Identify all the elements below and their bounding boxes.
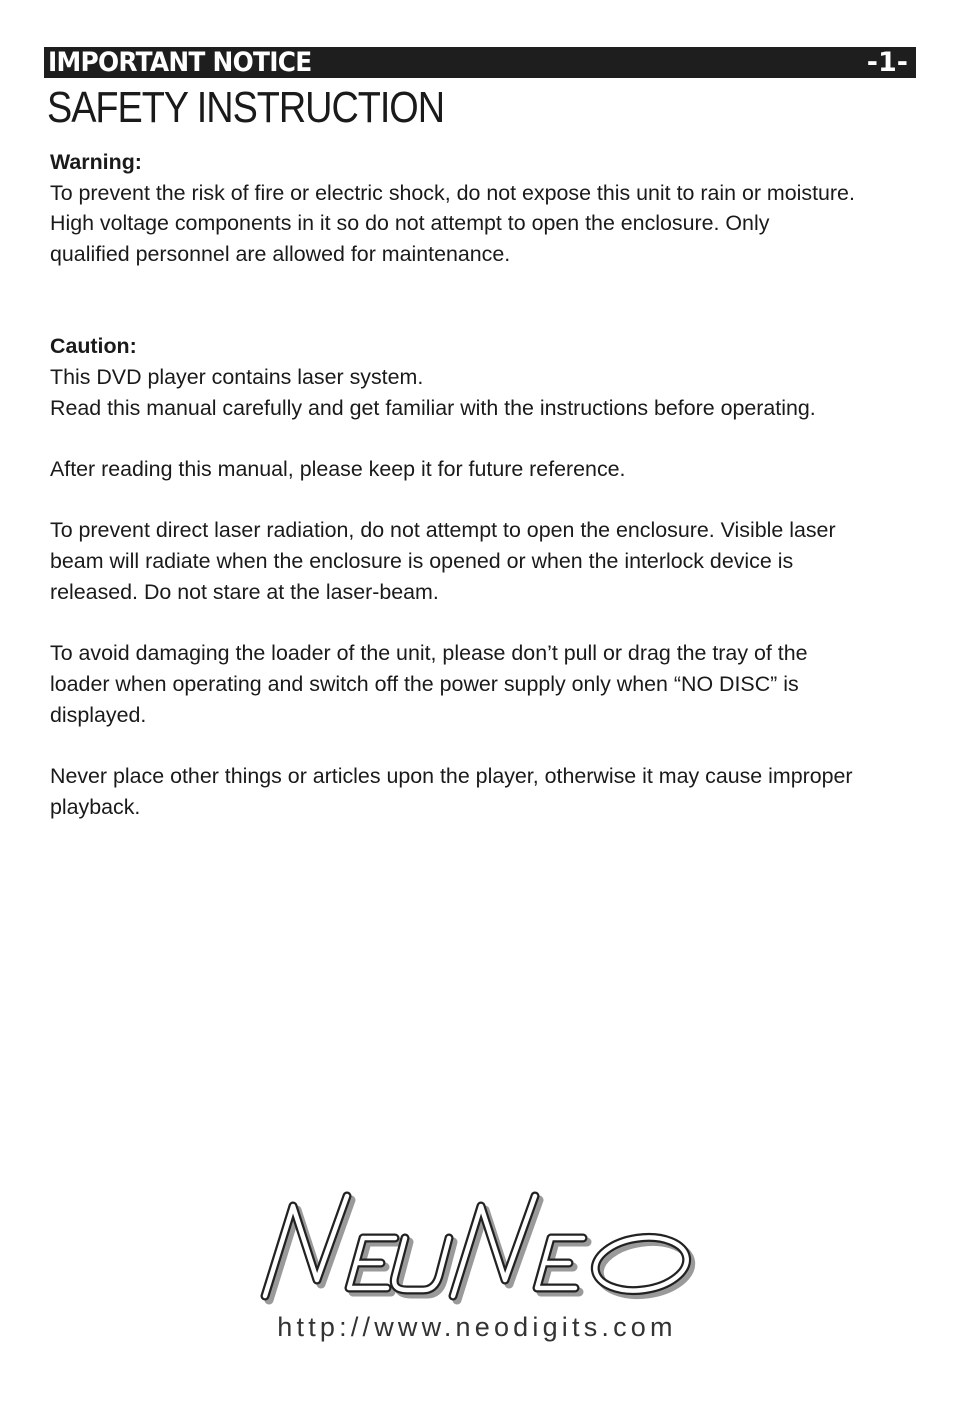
caution-paragraph-line: playback. — [50, 794, 141, 819]
neuneo-logo-graphic — [255, 1188, 699, 1308]
page-title: SAFETY INSTRUCTION — [47, 83, 445, 132]
spacer — [50, 730, 930, 761]
caution-paragraph-line: Never place other things or articles upon the player, otherwise it may cause improper — [50, 763, 853, 788]
caution-paragraph-line: released. Do not stare at the laser-beam. — [50, 579, 439, 604]
warning-label: Warning: — [50, 150, 142, 174]
caution-line: This DVD player contains laser system. — [50, 364, 424, 389]
caution-paragraph-line: beam will radiate when the enclosure is opened or when the interlock device is — [50, 549, 794, 574]
spacer — [50, 485, 930, 516]
caution-paragraph-line: To prevent direct laser radiation, do not attempt to open the enclosure. Visible laser — [50, 518, 836, 543]
website-url: http://www.neodigits.com — [277, 1312, 677, 1342]
warning-line: To prevent the risk of fire or electric shock, do not expose this unit to rain or moisture. — [50, 180, 855, 205]
spacer — [50, 608, 930, 639]
spacer — [50, 423, 930, 454]
warning-line: qualified personnel are allowed for maintenance. — [50, 242, 511, 267]
caution-line: Read this manual carefully and get familiar with the instructions before operating. — [50, 395, 816, 420]
caution-label: Caution: — [50, 334, 137, 359]
caution-paragraph-line: displayed. — [50, 702, 147, 727]
neuneo-logo — [255, 1188, 699, 1308]
caution-paragraph-line: After reading this manual, please keep it for future reference. — [50, 457, 626, 481]
page-number: -1- — [866, 47, 908, 78]
header-bar — [44, 47, 916, 78]
header-title: IMPORTANT NOTICE — [48, 47, 312, 78]
content-body — [50, 147, 930, 822]
caution-paragraph-line: loader when operating and switch off the power supply only when “NO DISC” is — [50, 671, 799, 696]
caution-paragraph-line: To avoid damaging the loader of the unit, please don’t pull or drag the tray of the — [50, 641, 808, 666]
spacer — [50, 270, 930, 331]
warning-line: High voltage components in it so do not attempt to open the enclosure. Only — [50, 211, 770, 236]
